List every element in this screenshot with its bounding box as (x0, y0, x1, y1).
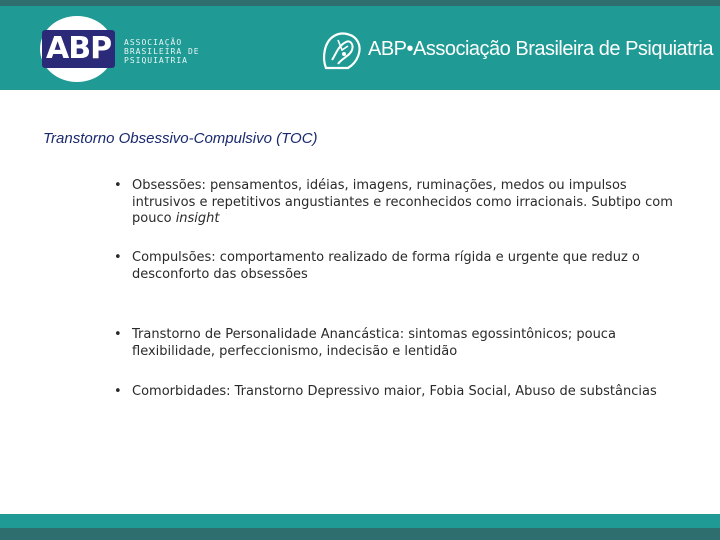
bullet-item-compulsions (114, 250, 674, 283)
abp-logo (40, 16, 220, 86)
bullet-text-emphasis: insight (175, 211, 220, 226)
bullet-dot-icon: • (114, 250, 122, 265)
footer-band (0, 514, 720, 528)
bullet-item-obsessions (114, 178, 674, 228)
bullet-item-comorbidities (114, 384, 674, 401)
logo-word-2: BRASILEIRA DE (124, 47, 200, 56)
logo-short-text: ABP (42, 30, 115, 68)
bullet-dot-icon: • (114, 178, 122, 193)
header-banner (0, 6, 720, 90)
brain-emblem-icon (318, 28, 364, 74)
logo-word-1: ASSOCIAÇÃO (124, 38, 183, 47)
bullet-text: Compulsões: comportamento realizado de forma rígida e urgente que reduz o desconforto das obsessões (132, 250, 640, 282)
slide-title: Transtorno Obsessivo-Compulsivo (TOC) (43, 130, 318, 147)
brand-logo (318, 28, 713, 74)
bullet-text (132, 178, 674, 228)
logo-word-3: PSIQUIATRIA (124, 56, 188, 65)
bullet-text: Comorbidades: Transtorno Depressivo maior, Fobia Social, Abuso de substâncias (132, 384, 657, 399)
bullet-item-personality (114, 327, 674, 360)
logo-words (124, 38, 224, 65)
bullet-text-main: Obsessões: pensamentos, idéias, imagens, ruminações, medos ou impulsos intrusivos e repetitivos angustiantes e reconhecidos como irracionais. Subtipo com pouco (132, 178, 673, 226)
brand-name: ABP•Associação Brasileira de Psiquiatria (368, 38, 713, 60)
bullet-text: Transtorno de Personalidade Anancástica: sintomas egossintônicos; pouca flexibilidade, perfeccionismo, indecisão e lentidão (132, 327, 616, 359)
bullet-dot-icon: • (114, 327, 122, 342)
bullet-dot-icon: • (114, 384, 122, 399)
footer-line (0, 528, 720, 540)
